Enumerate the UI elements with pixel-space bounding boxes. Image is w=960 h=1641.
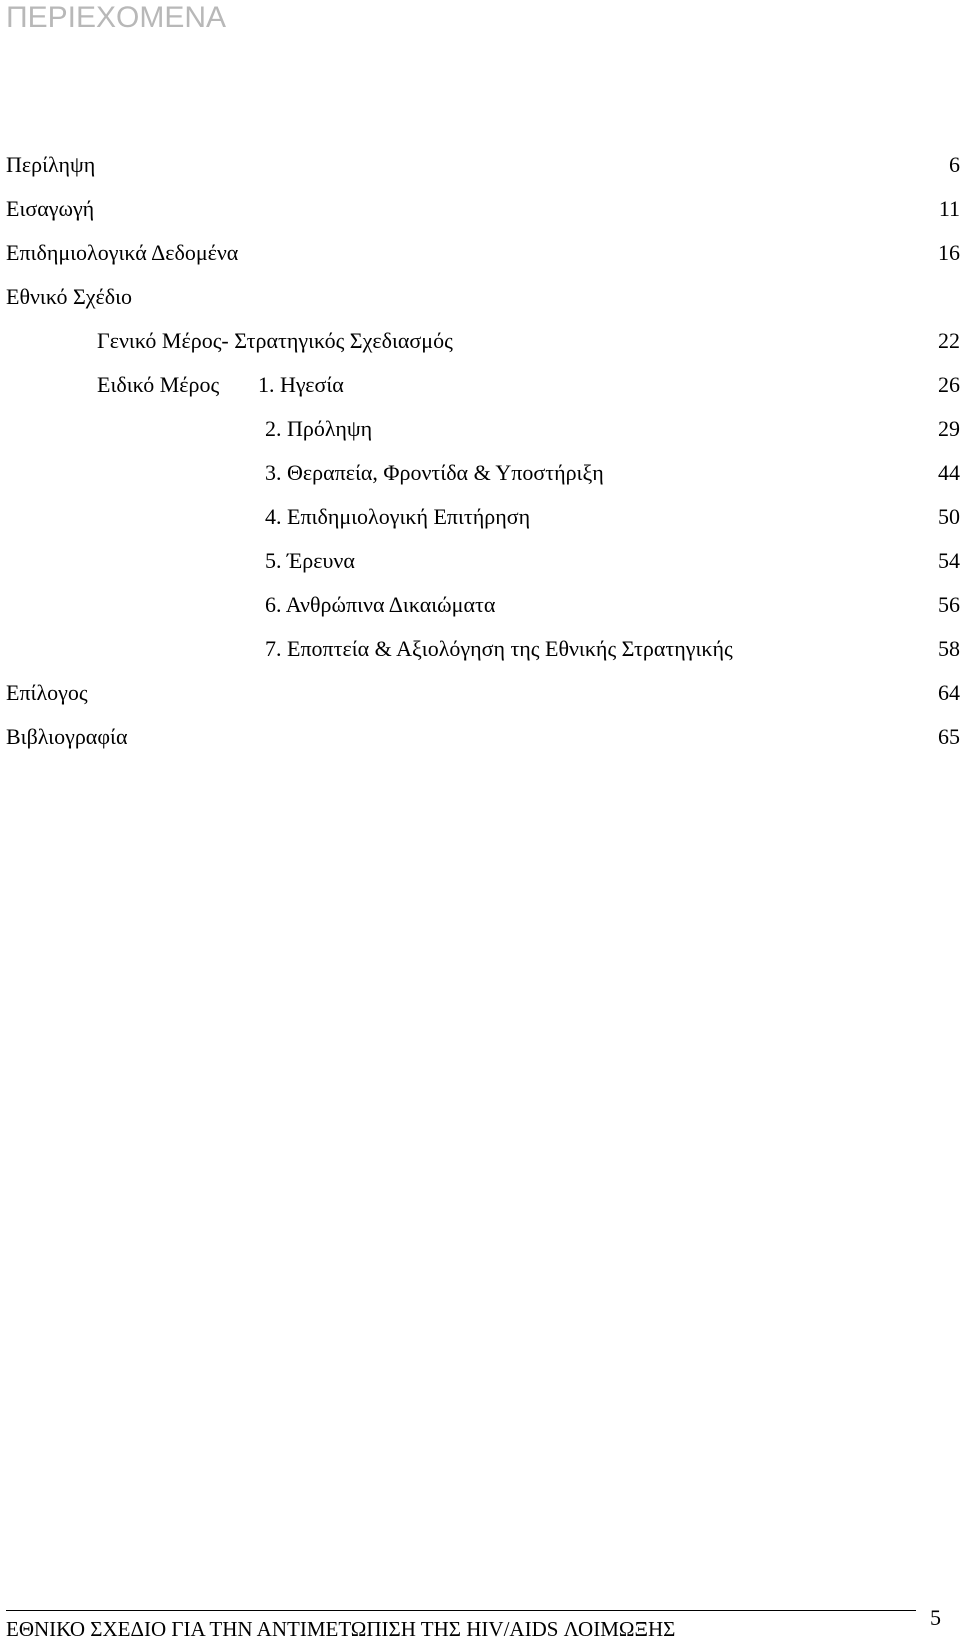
toc-entry-label: 5. Έρευνα — [265, 548, 355, 573]
toc-entry-human-rights[interactable] — [0, 590, 960, 620]
toc-entry-page: 54 — [938, 548, 960, 573]
toc-entry-label: Εθνικό Σχέδιο — [6, 284, 133, 309]
toc-entry-page: 6 — [949, 152, 960, 177]
toc-entry-epidemiological-data[interactable] — [0, 238, 960, 268]
toc-entry-label: Επιδημιολογικά Δεδομένα — [6, 240, 239, 265]
toc-entry-summary[interactable] — [0, 150, 960, 180]
toc-entry-national-plan[interactable] — [0, 282, 960, 312]
toc-entry-general-part[interactable] — [0, 326, 960, 356]
toc-entry-section-prefix: Ειδικό Μέρος — [97, 372, 220, 397]
toc-entry-treatment[interactable] — [0, 458, 960, 488]
toc-entry-label: 2. Πρόληψη — [265, 416, 373, 441]
toc-entry-label: 3. Θεραπεία, Φροντίδα & Υποστήριξη — [265, 460, 604, 485]
toc-entry-page: 16 — [938, 240, 960, 265]
toc-entry-bibliography[interactable] — [0, 722, 960, 752]
toc-entry-page: 22 — [938, 328, 960, 353]
toc-entry-monitoring[interactable] — [0, 634, 960, 664]
toc-entry-page: 50 — [938, 504, 960, 529]
toc-entry-label: 6. Ανθρώπινα Δικαιώματα — [265, 592, 496, 617]
toc-entry-label: 4. Επιδημιολογική Επιτήρηση — [265, 504, 531, 529]
toc-entry-research[interactable] — [0, 546, 960, 576]
toc-entry-prevention[interactable] — [0, 414, 960, 444]
toc-entry-page: 65 — [938, 724, 960, 749]
toc-entry-page: 56 — [938, 592, 960, 617]
footer-divider — [6, 1610, 916, 1611]
footer-title: ΕΘΝΙΚΟ ΣΧΕΔΙΟ ΓΙΑ ΤΗΝ ΑΝΤΙΜΕΤΩΠΙΣΗ ΤΗΣ HIV/AIDS ΛΟΙΜΩΞΗΣ — [6, 1617, 676, 1641]
toc-entry-page: 64 — [938, 680, 960, 705]
toc-entry-page: 29 — [938, 416, 960, 441]
toc-entry-label: Επίλογος — [6, 680, 88, 705]
toc-entry-leadership[interactable] — [0, 370, 960, 400]
toc-entry-label: Περίληψη — [6, 152, 96, 177]
toc-entry-page: 44 — [938, 460, 960, 485]
toc-entry-surveillance[interactable] — [0, 502, 960, 532]
toc-entry-page: 58 — [938, 636, 960, 661]
page-footer — [0, 1605, 960, 1640]
page-title: ΠΕΡΙΕΧΟΜΕΝΑ — [6, 1, 227, 34]
toc-entry-page: 26 — [938, 372, 960, 397]
page-number: 5 — [930, 1605, 941, 1630]
toc-entry-introduction[interactable] — [0, 194, 960, 224]
toc-entry-label: 7. Εποπτεία & Αξιολόγηση της Εθνικής Στρατηγικής — [265, 636, 733, 661]
toc-entry-label: Γενικό Μέρος- Στρατηγικός Σχεδιασμός — [97, 328, 453, 353]
toc-entry-label: Βιβλιογραφία — [6, 724, 128, 749]
toc-entry-label: 1. Ηγεσία — [258, 372, 344, 397]
toc-entry-page: 11 — [938, 196, 960, 221]
toc-entry-epilogue[interactable] — [0, 678, 960, 708]
toc-entry-label: Εισαγωγή — [6, 196, 95, 221]
